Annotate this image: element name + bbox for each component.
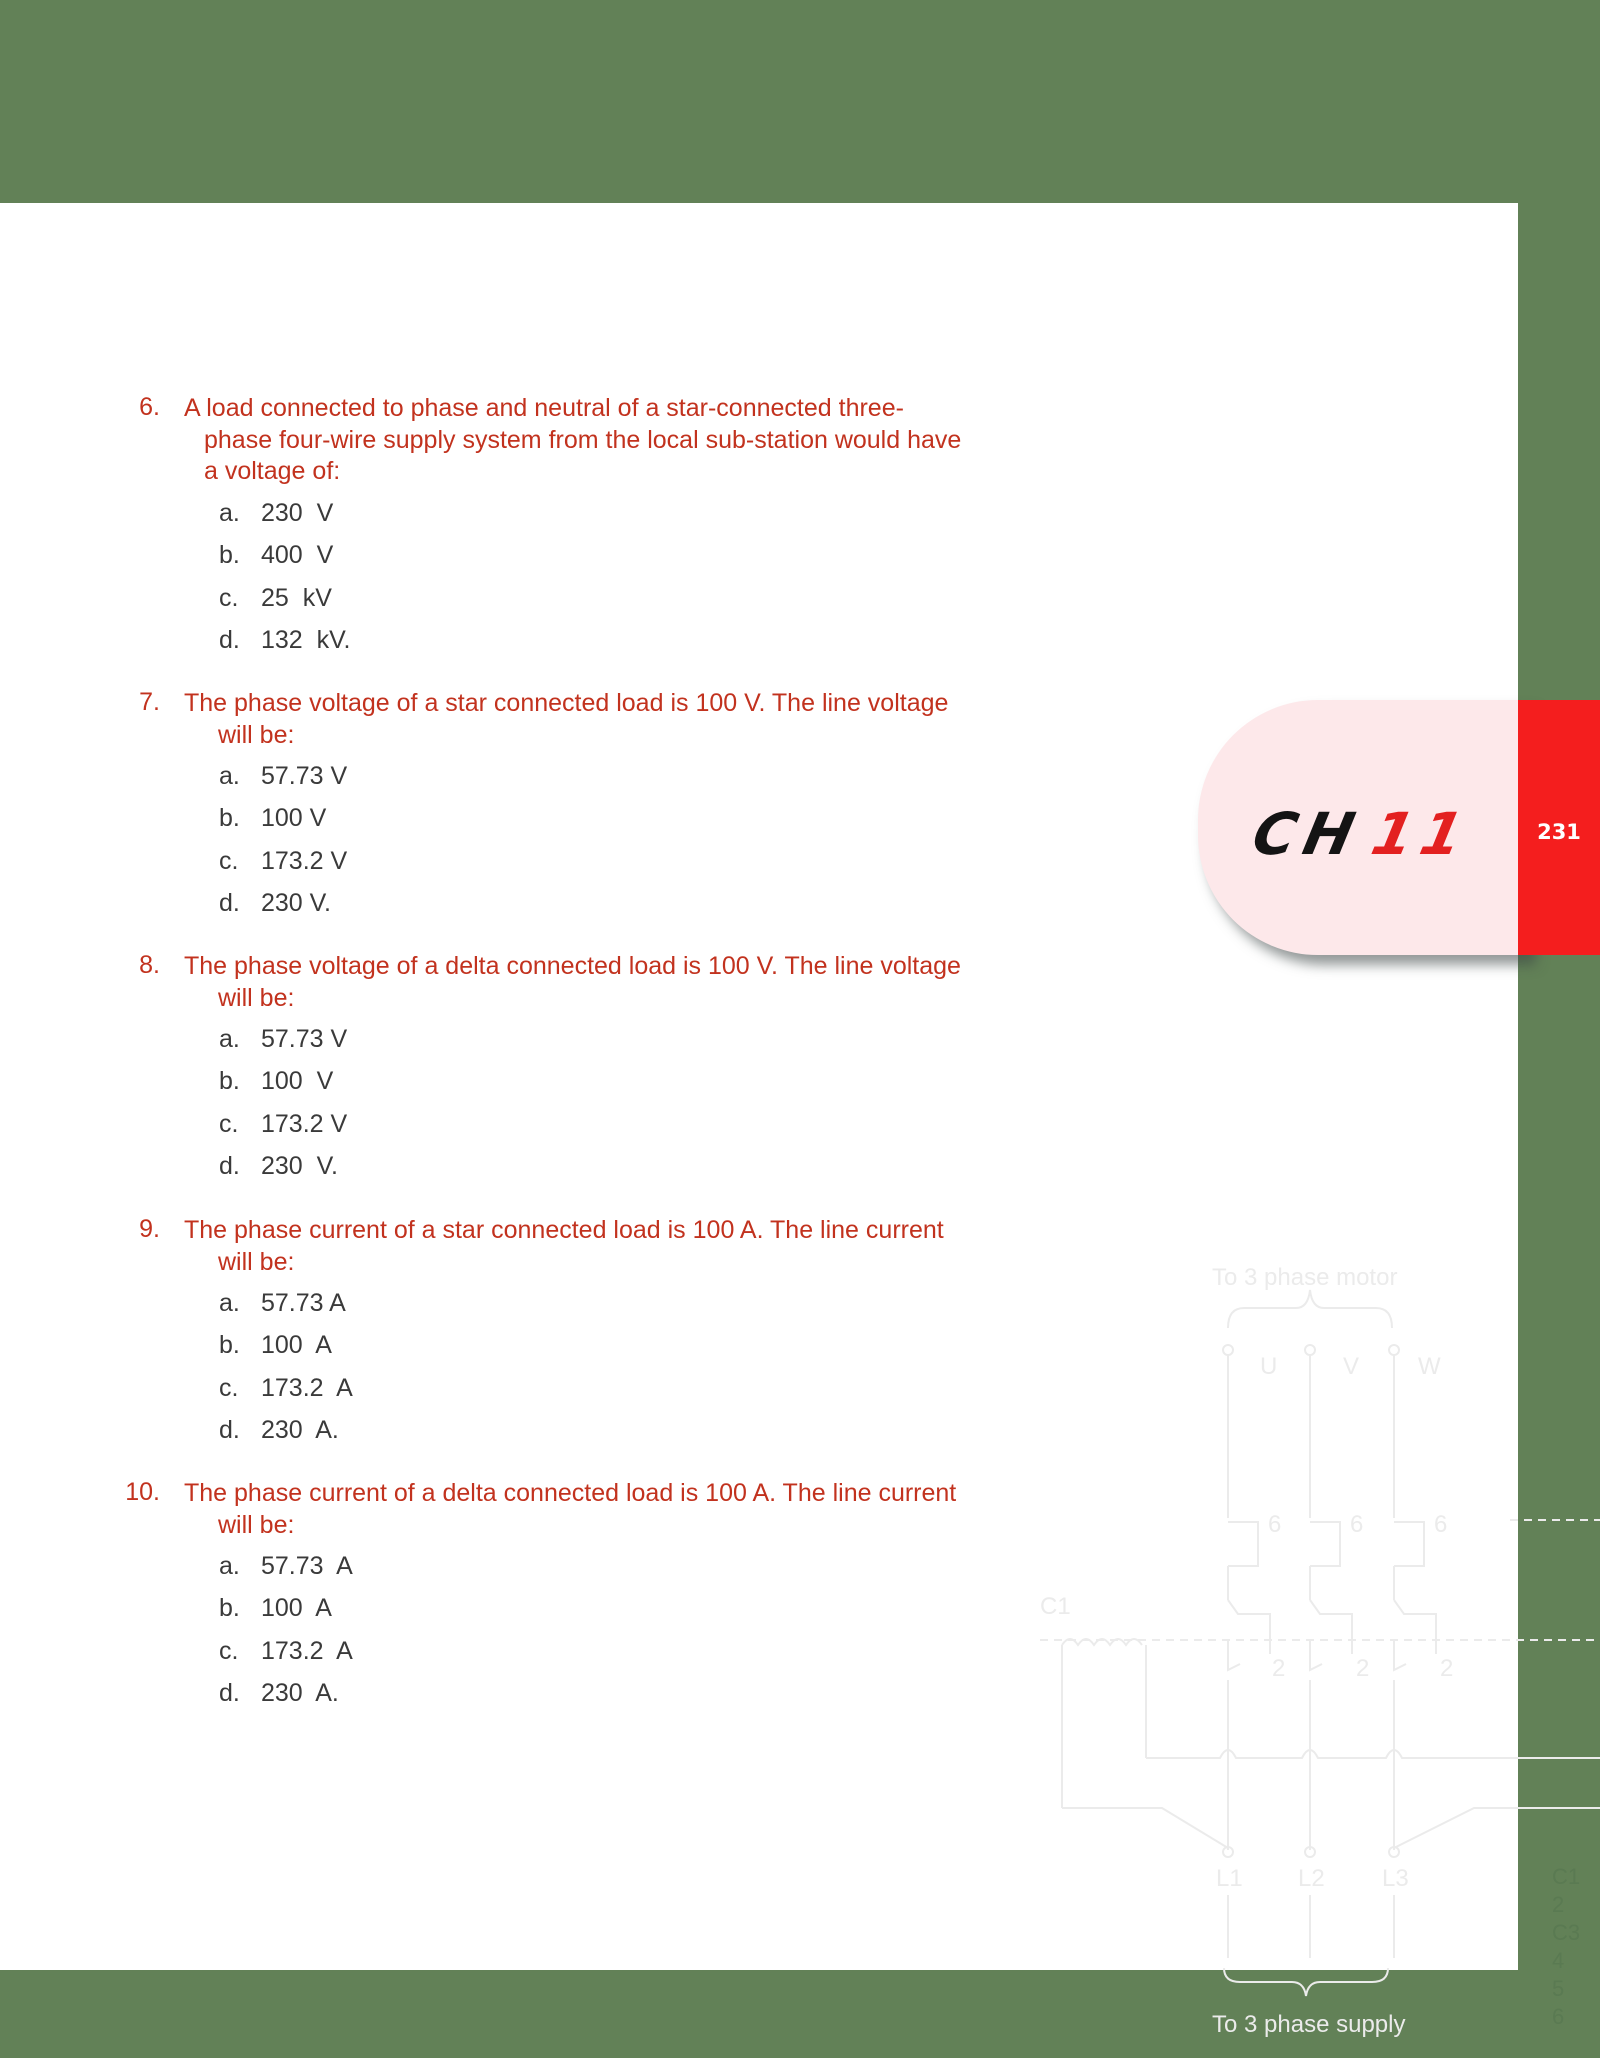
- option-b: [219, 804, 326, 833]
- option-letter: c.: [219, 1637, 239, 1665]
- option-b: [219, 541, 333, 570]
- option-b: [219, 1594, 332, 1623]
- option-d: [219, 626, 350, 655]
- question-line: will be:: [218, 720, 295, 749]
- option-text: 173.2 A: [261, 1637, 353, 1665]
- option-d: [219, 889, 331, 918]
- option-letter: d.: [219, 1679, 240, 1707]
- option-text: 173.2 V: [261, 1110, 348, 1138]
- contact-label: 2: [1272, 1655, 1286, 1682]
- option-c: [219, 847, 347, 876]
- legend-item: 6: [1552, 2004, 1565, 2029]
- option-letter: b.: [219, 1331, 240, 1359]
- option-text: 100 A: [261, 1331, 332, 1359]
- option-letter: a.: [219, 1552, 240, 1580]
- coil-label: C1: [1040, 1593, 1071, 1620]
- question-line: The phase voltage of a star connected load is 100 V. The line voltage: [184, 689, 949, 717]
- question-line: will be:: [218, 983, 295, 1012]
- question-number: 8.: [139, 951, 160, 979]
- option-text: 57.73 V: [261, 762, 348, 790]
- overload-label: 6: [1434, 1511, 1448, 1538]
- overload-label: 6: [1350, 1511, 1364, 1538]
- option-a: [219, 1289, 346, 1318]
- diagram-bottom-caption: To 3 phase supply: [1212, 2011, 1406, 2038]
- legend-item: 5: [1552, 1976, 1565, 2001]
- option-text: 400 V: [261, 541, 334, 569]
- option-letter: d.: [219, 626, 240, 654]
- chapter-number: 11: [1365, 800, 1478, 868]
- option-text: 230 V: [261, 499, 334, 527]
- terminal-label-w: W: [1418, 1353, 1441, 1380]
- question-text: [184, 951, 1014, 1014]
- contact-label: 2: [1356, 1655, 1370, 1682]
- question-number: 9.: [139, 1215, 160, 1243]
- question-line: phase four-wire supply system from the local sub-station would have: [204, 425, 962, 454]
- question-number: 7.: [139, 688, 160, 716]
- option-c: [219, 1374, 353, 1403]
- option-letter: c.: [219, 584, 239, 612]
- option-text: 57.73 A: [261, 1552, 353, 1580]
- option-d: [219, 1152, 338, 1181]
- supply-label-l1: L1: [1216, 1865, 1243, 1892]
- option-text: 230 V.: [261, 1152, 338, 1180]
- supply-label-l3: L3: [1382, 1865, 1409, 1892]
- question-number: 10.: [125, 1478, 160, 1506]
- option-letter: d.: [219, 1416, 240, 1444]
- option-c: [219, 1637, 353, 1666]
- option-a: [219, 1025, 347, 1054]
- option-letter: b.: [219, 541, 240, 569]
- option-letter: b.: [219, 1067, 240, 1095]
- option-a: [219, 762, 347, 791]
- option-b: [219, 1067, 333, 1096]
- option-text: 57.73 A: [261, 1289, 346, 1317]
- question-text: [184, 1478, 1014, 1541]
- option-d: [219, 1416, 339, 1445]
- option-a: [219, 1552, 353, 1581]
- option-text: 173.2 A: [261, 1374, 353, 1402]
- option-text: 25 kV: [261, 584, 332, 612]
- question-text: [184, 393, 1014, 488]
- option-letter: c.: [219, 1374, 239, 1402]
- question-line: will be:: [218, 1510, 295, 1539]
- question-line: will be:: [218, 1247, 295, 1276]
- option-a: [219, 499, 333, 528]
- option-text: 230 A.: [261, 1679, 339, 1707]
- option-text: 100 V: [261, 1067, 334, 1095]
- option-letter: d.: [219, 1152, 240, 1180]
- option-letter: a.: [219, 1289, 240, 1317]
- option-text: 230 V.: [261, 889, 331, 917]
- legend-item: C1: [1552, 1864, 1581, 1889]
- option-text: 230 A.: [261, 1416, 339, 1444]
- page-number: 231: [1537, 820, 1581, 844]
- question-line: The phase voltage of a delta connected load is 100 V. The line voltage: [184, 952, 961, 980]
- option-letter: b.: [219, 1594, 240, 1622]
- terminal-label-u: U: [1260, 1353, 1278, 1380]
- legend-item: 4: [1552, 1948, 1565, 1973]
- option-b: [219, 1331, 332, 1360]
- contact-label: 2: [1440, 1655, 1454, 1682]
- option-text: 100 A: [261, 1594, 332, 1622]
- option-text: 100 V: [261, 804, 327, 832]
- option-letter: c.: [219, 847, 239, 875]
- option-letter: a.: [219, 499, 240, 527]
- supply-label-l2: L2: [1298, 1865, 1325, 1892]
- question-number: 6.: [139, 393, 160, 421]
- question-line: The phase current of a star connected load is 100 A. The line current: [184, 1216, 944, 1244]
- option-d: [219, 1679, 339, 1708]
- question-text: [184, 688, 1014, 751]
- chapter-label: [1247, 800, 1477, 868]
- option-c: [219, 584, 332, 613]
- option-text: 132 kV.: [261, 626, 351, 654]
- chapter-prefix: CH: [1246, 800, 1369, 868]
- diagram-top-caption: To 3 phase motor: [1212, 1264, 1398, 1291]
- option-letter: c.: [219, 1110, 239, 1138]
- question-text: [184, 1215, 1014, 1278]
- question-line: The phase current of a delta connected load is 100 A. The line current: [184, 1479, 957, 1507]
- question-line: a voltage of:: [204, 457, 341, 485]
- option-c: [219, 1110, 347, 1139]
- legend-item: C3: [1552, 1920, 1581, 1945]
- option-text: 173.2 V: [261, 847, 348, 875]
- option-letter: a.: [219, 1025, 240, 1053]
- overload-label: 6: [1268, 1511, 1282, 1538]
- option-text: 57.73 V: [261, 1025, 348, 1053]
- question-line: A load connected to phase and neutral of a star-connected three-: [184, 394, 904, 422]
- terminal-label-v: V: [1343, 1353, 1360, 1380]
- option-letter: b.: [219, 804, 240, 832]
- right-margin-strip: [1518, 0, 1600, 2058]
- legend-item: 2: [1552, 1892, 1565, 1917]
- option-letter: a.: [219, 762, 240, 790]
- option-letter: d.: [219, 889, 240, 917]
- bottom-brace: [1224, 1968, 1388, 1996]
